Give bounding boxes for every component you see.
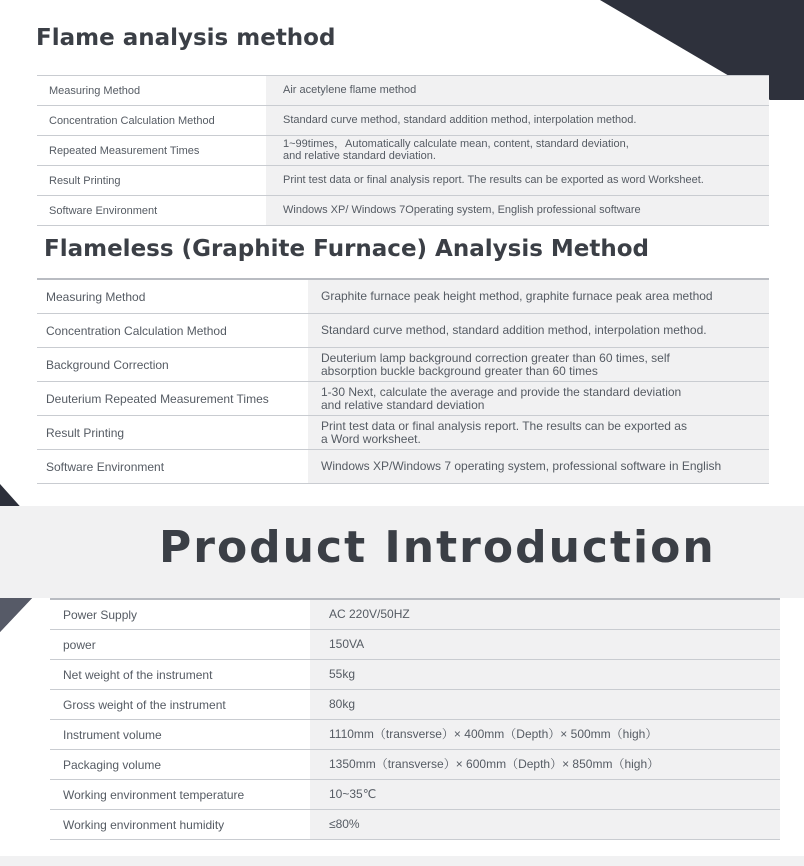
row-value: Windows XP/Windows 7 operating system, professional software in English	[308, 450, 769, 483]
table-row	[50, 780, 780, 810]
row-value: 150VA	[310, 630, 780, 659]
flameless-spec-table	[37, 278, 769, 484]
row-value: Standard curve method, standard addition method, interpolation method.	[308, 314, 769, 347]
table-row	[50, 600, 780, 630]
row-label: Deuterium Repeated Measurement Times	[46, 391, 269, 406]
flame-spec-table	[37, 75, 769, 226]
row-value: ≤80%	[310, 810, 780, 839]
row-value: Standard curve method, standard addition method, interpolation method.	[266, 106, 769, 135]
row-label: Gross weight of the instrument	[63, 697, 226, 712]
table-row	[37, 166, 769, 196]
row-label: Result Printing	[46, 425, 125, 440]
row-label: Measuring Method	[49, 84, 141, 97]
table-row	[37, 450, 769, 484]
table-row	[37, 136, 769, 166]
table-row	[50, 690, 780, 720]
table-row	[37, 348, 769, 382]
table-row	[50, 810, 780, 840]
row-label: Concentration Calculation Method	[46, 323, 227, 338]
table-row	[37, 76, 769, 106]
row-value: Deuterium lamp background correction greater than 60 times, self absorption buckle background greater than 60 times	[308, 348, 769, 381]
row-label: Working environment temperature	[63, 787, 245, 802]
table-row	[37, 382, 769, 416]
row-value: 1110mm（transverse）× 400mm（Depth）× 500mm（high）	[310, 720, 780, 749]
row-label: Power Supply	[63, 607, 138, 622]
row-label: power	[63, 637, 96, 652]
row-value: Windows XP/ Windows 7Operating system, English professional software	[266, 196, 769, 225]
table-row	[50, 630, 780, 660]
table-row	[50, 720, 780, 750]
row-label: Net weight of the instrument	[63, 667, 213, 682]
table-row	[50, 750, 780, 780]
table-row	[37, 196, 769, 226]
table-row	[37, 280, 769, 314]
row-value: Print test data or final analysis report. The results can be exported as a Word worksheet.	[308, 416, 769, 449]
table-row	[37, 314, 769, 348]
row-value: 10~35℃	[310, 780, 780, 809]
row-label: Background Correction	[46, 357, 169, 372]
product-section-title: Product Introduction	[159, 522, 716, 573]
row-value: 1-30 Next, calculate the average and provide the standard deviation and relative standard deviation	[308, 382, 769, 415]
flameless-section-title: Flameless (Graphite Furnace) Analysis Method	[44, 236, 650, 262]
row-value: 80kg	[310, 690, 780, 719]
row-label: Working environment humidity	[63, 817, 225, 832]
row-value: Graphite furnace peak height method, graphite furnace peak area method	[308, 280, 769, 313]
row-label: Software Environment	[46, 459, 165, 474]
row-value: AC 220V/50HZ	[310, 600, 780, 629]
row-label: Software Environment	[49, 204, 158, 217]
row-value: Print test data or final analysis report. The results can be exported as word Worksheet.	[266, 166, 769, 195]
table-row	[37, 106, 769, 136]
row-label: Repeated Measurement Times	[49, 144, 200, 157]
row-value: 1~99times，Automatically calculate mean, content, standard deviation, and relative standard deviation.	[266, 136, 769, 165]
row-label: Packaging volume	[63, 757, 162, 772]
row-value: 55kg	[310, 660, 780, 689]
bottom-band	[0, 856, 804, 866]
flame-section-title: Flame analysis method	[36, 25, 336, 51]
row-value: 1350mm（transverse）× 600mm（Depth）× 850mm（high）	[310, 750, 780, 779]
row-label: Concentration Calculation Method	[49, 114, 215, 127]
row-label: Instrument volume	[63, 727, 162, 742]
row-label: Measuring Method	[46, 289, 146, 304]
row-label: Result Printing	[49, 174, 121, 187]
table-row	[37, 416, 769, 450]
row-value: Air acetylene flame method	[266, 76, 769, 105]
table-row	[50, 660, 780, 690]
product-spec-table	[50, 598, 780, 840]
